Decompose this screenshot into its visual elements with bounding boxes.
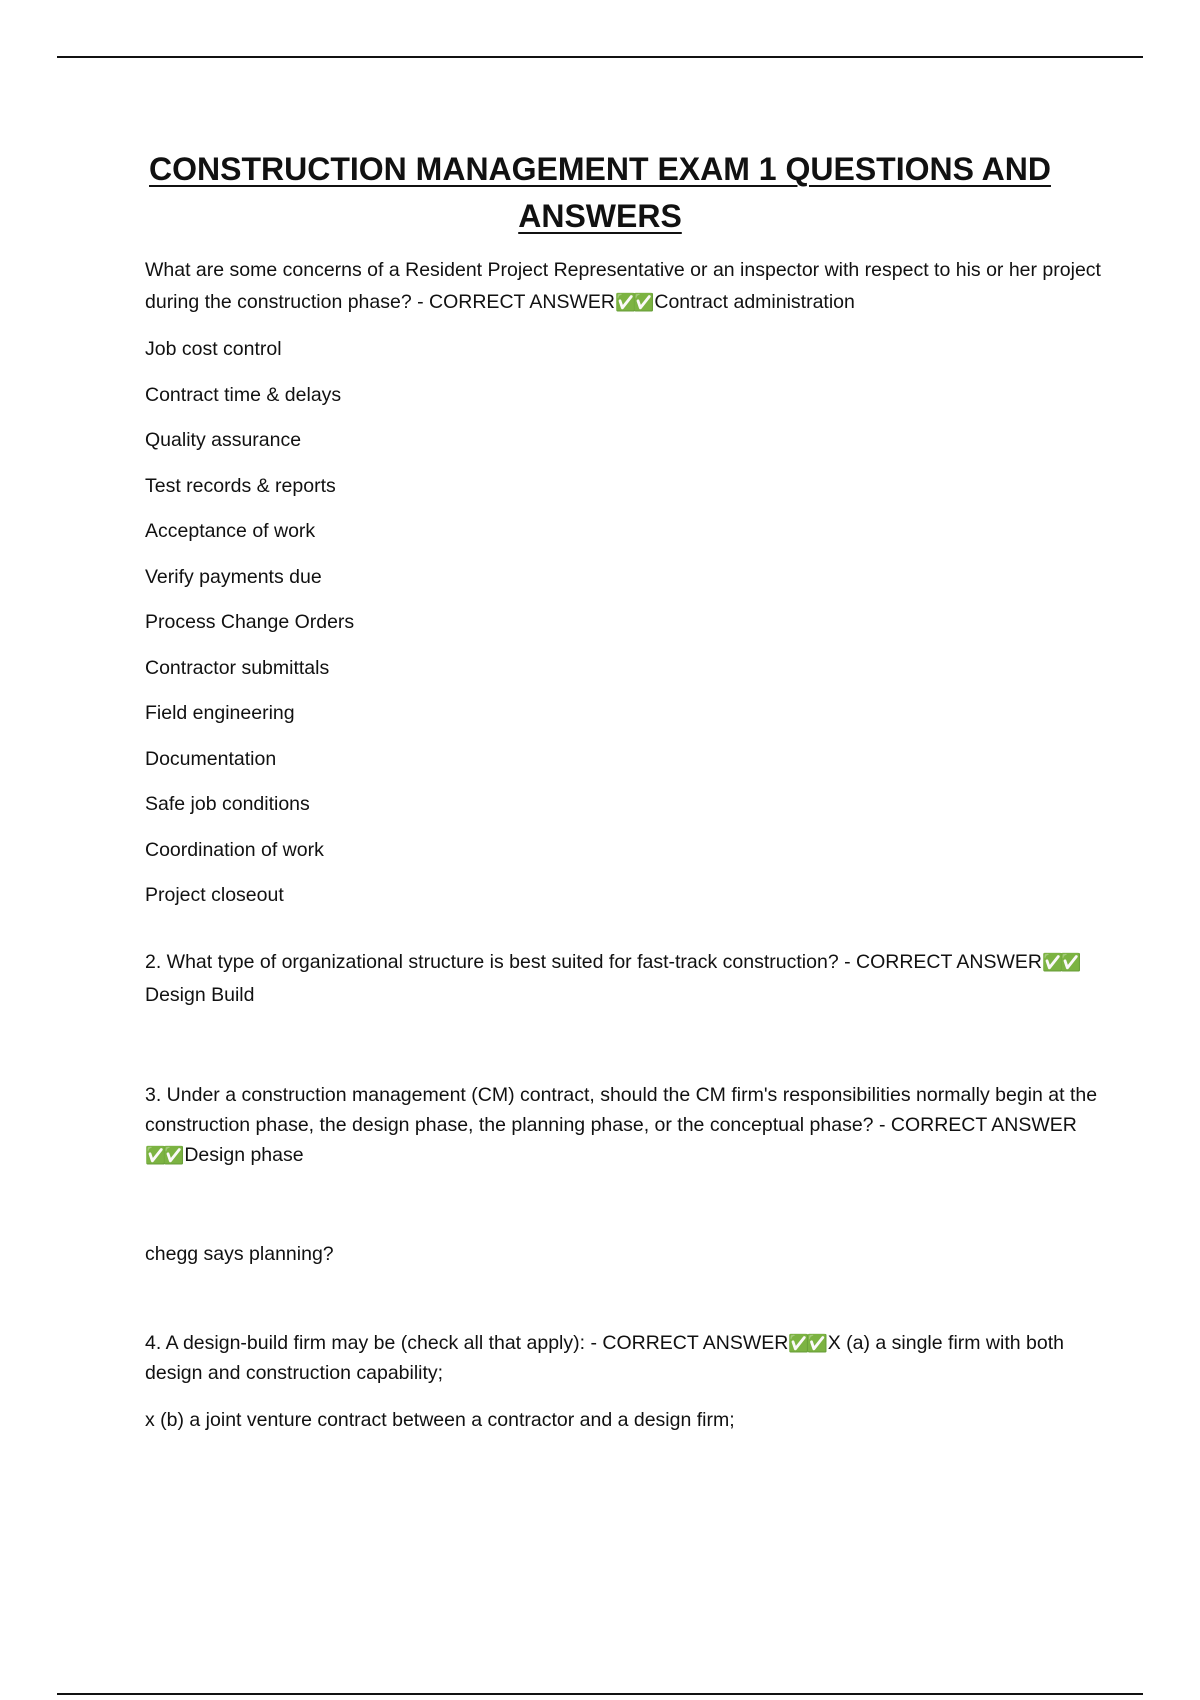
answer-marker: - CORRECT ANSWER — [417, 291, 616, 313]
question-4-option-b: x (b) a joint venture contract between a contractor and a design firm; — [145, 1409, 735, 1431]
question-3-note: chegg says planning? — [145, 1243, 334, 1265]
list-item: Process Change Orders — [145, 611, 355, 633]
question-3-answer: Design phase — [184, 1144, 304, 1166]
question-3-text: 3. Under a construction management (CM) contract, should the CM firm's responsibilities normally begin at the construction phase, the design phase, the planning phase, or the conceptual phase? — [145, 1084, 1098, 1136]
list-item: Verify payments due — [145, 565, 322, 588]
question-2 — [145, 946, 1105, 1011]
list-item: Job cost control — [145, 338, 282, 360]
double-check-icon: ✅✅ — [145, 1146, 182, 1166]
document-body — [145, 254, 1105, 1436]
question-4-text: 4. A design-build firm may be (check all that apply): — [145, 1332, 586, 1354]
title-line-2: ANSWERS — [518, 198, 682, 234]
double-check-icon: ✅✅ — [615, 293, 652, 313]
question-2-text: 2. What type of organizational structure is best suited for fast-track construction? — [145, 951, 839, 973]
question-4-answer: X (a) a single firm with both design and construction capability; — [145, 1332, 1064, 1384]
list-item: Acceptance of work — [145, 520, 316, 542]
list-item: Safe job conditions — [145, 793, 310, 815]
page-title — [100, 146, 1100, 240]
question-3 — [145, 1080, 1105, 1171]
answer-marker: - CORRECT ANSWER — [844, 951, 1042, 973]
question-4 — [145, 1329, 1105, 1388]
question-1-answer: Contract administration — [654, 291, 855, 313]
list-item: Coordination of work — [145, 838, 324, 861]
double-check-icon: ✅✅ — [1042, 953, 1079, 973]
question-2-answer: Design Build — [145, 984, 255, 1006]
question-1 — [145, 254, 1105, 319]
list-item: Field engineering — [145, 702, 295, 724]
double-check-icon: ✅✅ — [788, 1334, 825, 1354]
answer-marker: - CORRECT ANSWER — [590, 1332, 789, 1354]
header-rule — [57, 56, 1143, 58]
title-line-1: CONSTRUCTION MANAGEMENT EXAM 1 QUESTIONS AND — [149, 151, 1051, 187]
question-1-text: What are some concerns of a Resident Project Representative or an inspector with respect to his or her project during the construction phase? — [145, 259, 1101, 313]
list-item: Test records & reports — [145, 474, 336, 497]
list-item: Quality assurance — [145, 429, 302, 451]
list-item: Contractor submittals — [145, 656, 330, 679]
answer-marker: - CORRECT ANSWER — [878, 1114, 1077, 1136]
list-item: Contract time & delays — [145, 383, 342, 406]
list-item: Documentation — [145, 747, 277, 770]
footer-rule — [57, 1693, 1143, 1695]
list-item: Project closeout — [145, 884, 284, 906]
